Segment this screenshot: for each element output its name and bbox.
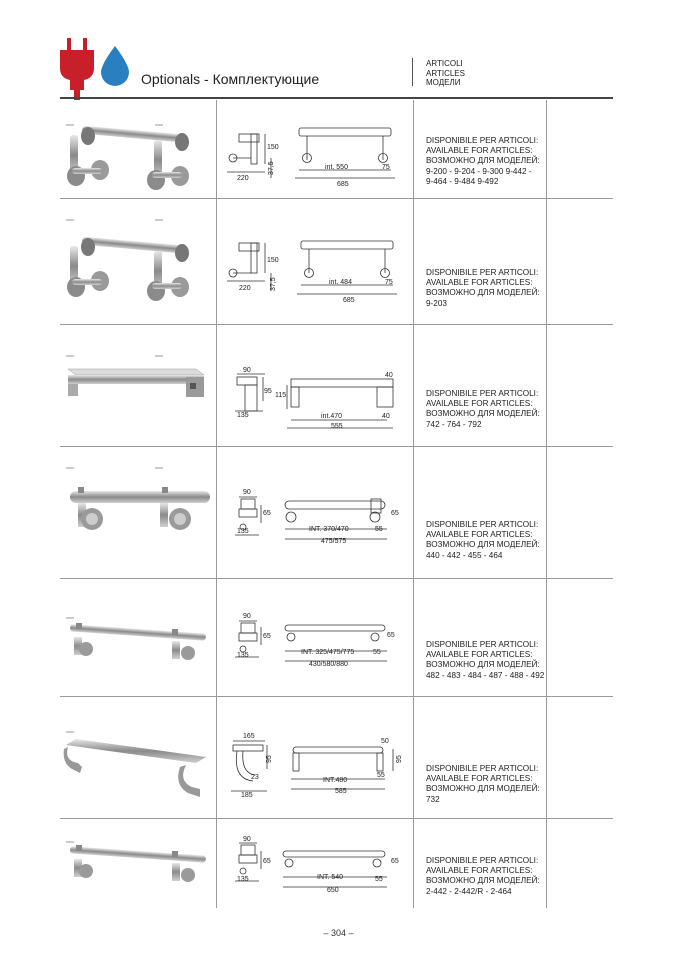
product-photo-towel-bar <box>60 579 216 696</box>
dimension-label: 65 <box>263 858 271 865</box>
dimension-label: 135 <box>237 528 249 535</box>
availability-text: DISPONIBILE PER ARTICOLI: AVAILABLE FOR ARTICLES: ВОЗМОЖНО ДЛЯ МОДЕЛЕЙ: 9-203 <box>426 268 540 308</box>
availability-text: DISPONIBILE PER ARTICOLI: AVAILABLE FOR ARTICLES: ВОЗМОЖНО ДЛЯ МОДЕЛЕЙ: 9-200 - 9-204 - 9-300 9-442 - 9-464 - 9-484 9-492 <box>426 136 540 186</box>
dimension-label: 55 <box>373 649 381 656</box>
availability-text: DISPONIBILE PER ARTICOLI: AVAILABLE FOR ARTICLES: ВОЗМОЖНО ДЛЯ МОДЕЛЕЙ: 440 - 442 - 455 - 464 <box>426 520 540 560</box>
dimension-label: 65 <box>391 510 399 517</box>
dimension-label: 65 <box>263 510 271 517</box>
dimension-label: 40 <box>385 372 393 379</box>
dimension-label: INT. 370/470 <box>309 526 349 533</box>
dimension-label: int. 550 <box>325 164 348 171</box>
water-drop-icon <box>100 46 130 86</box>
dimension-label: 65 <box>391 858 399 865</box>
technical-drawing <box>217 579 413 696</box>
page-number: – 304 – <box>323 928 354 938</box>
technical-drawing <box>217 697 413 818</box>
dimension-label: 685 <box>343 297 355 304</box>
dimension-label: 75 <box>382 164 390 171</box>
dimension-label: 55 <box>377 772 385 779</box>
dimension-label: 75 <box>385 279 393 286</box>
dimension-label: 555 <box>331 423 343 430</box>
availability-text: DISPONIBILE PER ARTICOLI: AVAILABLE FOR ARTICLES: ВОЗМОЖНО ДЛЯ МОДЕЛЕЙ: 2-442 - 2-442/R - 2-464 <box>426 856 540 896</box>
availability-text: DISPONIBILE PER ARTICOLI: AVAILABLE FOR ARTICLES: ВОЗМОЖНО ДЛЯ МОДЕЛЕЙ: 482 - 483 - 484 - 487 - 488 - 492 <box>426 640 545 680</box>
dimension-label: 90 <box>243 836 251 843</box>
column-divider <box>413 100 414 908</box>
dimension-label: INT.480 <box>323 777 348 784</box>
dimension-label: 90 <box>243 489 251 496</box>
header-rule <box>60 97 613 99</box>
product-photo-towel-bar <box>60 325 216 446</box>
dimension-label: 65 <box>387 632 395 639</box>
technical-drawing <box>217 199 413 324</box>
dimension-label: 430/580/880 <box>309 661 348 668</box>
product-photo-towel-bar <box>60 819 216 908</box>
dimension-label: 185 <box>241 792 253 799</box>
dimension-label: 40 <box>382 413 390 420</box>
dimension-label: 115 <box>275 392 287 399</box>
dimension-label: 165 <box>243 733 255 740</box>
dimension-label: 220 <box>239 285 251 292</box>
product-photo-towel-bar <box>60 447 216 578</box>
product-photo-towel-bar <box>60 199 216 324</box>
dimension-label: 150 <box>267 257 279 264</box>
page-title: Optionals - Комплектующие <box>141 71 320 87</box>
availability-text: DISPONIBILE PER ARTICOLI: AVAILABLE FOR ARTICLES: ВОЗМОЖНО ДЛЯ МОДЕЛЕЙ: 742 - 764 - 792 <box>426 389 540 429</box>
technical-drawing <box>217 819 413 908</box>
dimension-label: 135 <box>237 412 249 419</box>
availability-text: DISPONIBILE PER ARTICOLI: AVAILABLE FOR ARTICLES: ВОЗМОЖНО ДЛЯ МОДЕЛЕЙ: 732 <box>426 764 540 804</box>
dimension-label: 150 <box>267 144 279 151</box>
dimension-label: 37,5 <box>268 161 275 175</box>
dimension-label: 585 <box>335 788 347 795</box>
product-photo-towel-bar <box>60 697 216 818</box>
product-photo-towel-bar <box>60 100 216 198</box>
technical-drawing <box>217 100 413 198</box>
dimension-label: 37,5 <box>270 277 277 291</box>
dimension-label: 95 <box>396 755 403 763</box>
column-divider <box>546 100 547 908</box>
technical-drawing <box>217 325 413 446</box>
header-label-articoli: ARTICOLI <box>426 59 463 68</box>
dimension-label: 95 <box>266 755 273 763</box>
header-divider <box>412 58 413 86</box>
plug-icon <box>60 38 96 100</box>
dimension-label: 135 <box>237 652 249 659</box>
dimension-label: 55 <box>375 876 383 883</box>
dimension-label: 135 <box>237 876 249 883</box>
technical-drawing <box>217 447 413 578</box>
dimension-label: 220 <box>237 175 249 182</box>
dimension-label: 95 <box>264 388 272 395</box>
page-header <box>0 0 677 100</box>
dimension-label: 475/575 <box>321 538 347 545</box>
dimension-label: 23 <box>251 774 259 781</box>
dimension-label: INT. 325/475/775 <box>301 649 355 656</box>
dimension-label: 50 <box>381 738 389 745</box>
dimension-label: INT. 540 <box>317 874 344 881</box>
dimension-label: int.470 <box>321 413 343 420</box>
header-label-models: МОДЕЛИ <box>426 78 461 87</box>
dimension-label: 65 <box>263 633 271 640</box>
dimension-label: 55 <box>375 526 383 533</box>
dimension-label: 90 <box>243 367 251 374</box>
dimension-label: 90 <box>243 613 251 620</box>
header-labels <box>426 59 465 88</box>
dimension-label: int. 484 <box>329 279 352 286</box>
dimension-label: 650 <box>327 887 339 894</box>
header-label-articles: ARTICLES <box>426 68 465 78</box>
dimension-label: 685 <box>337 181 349 188</box>
